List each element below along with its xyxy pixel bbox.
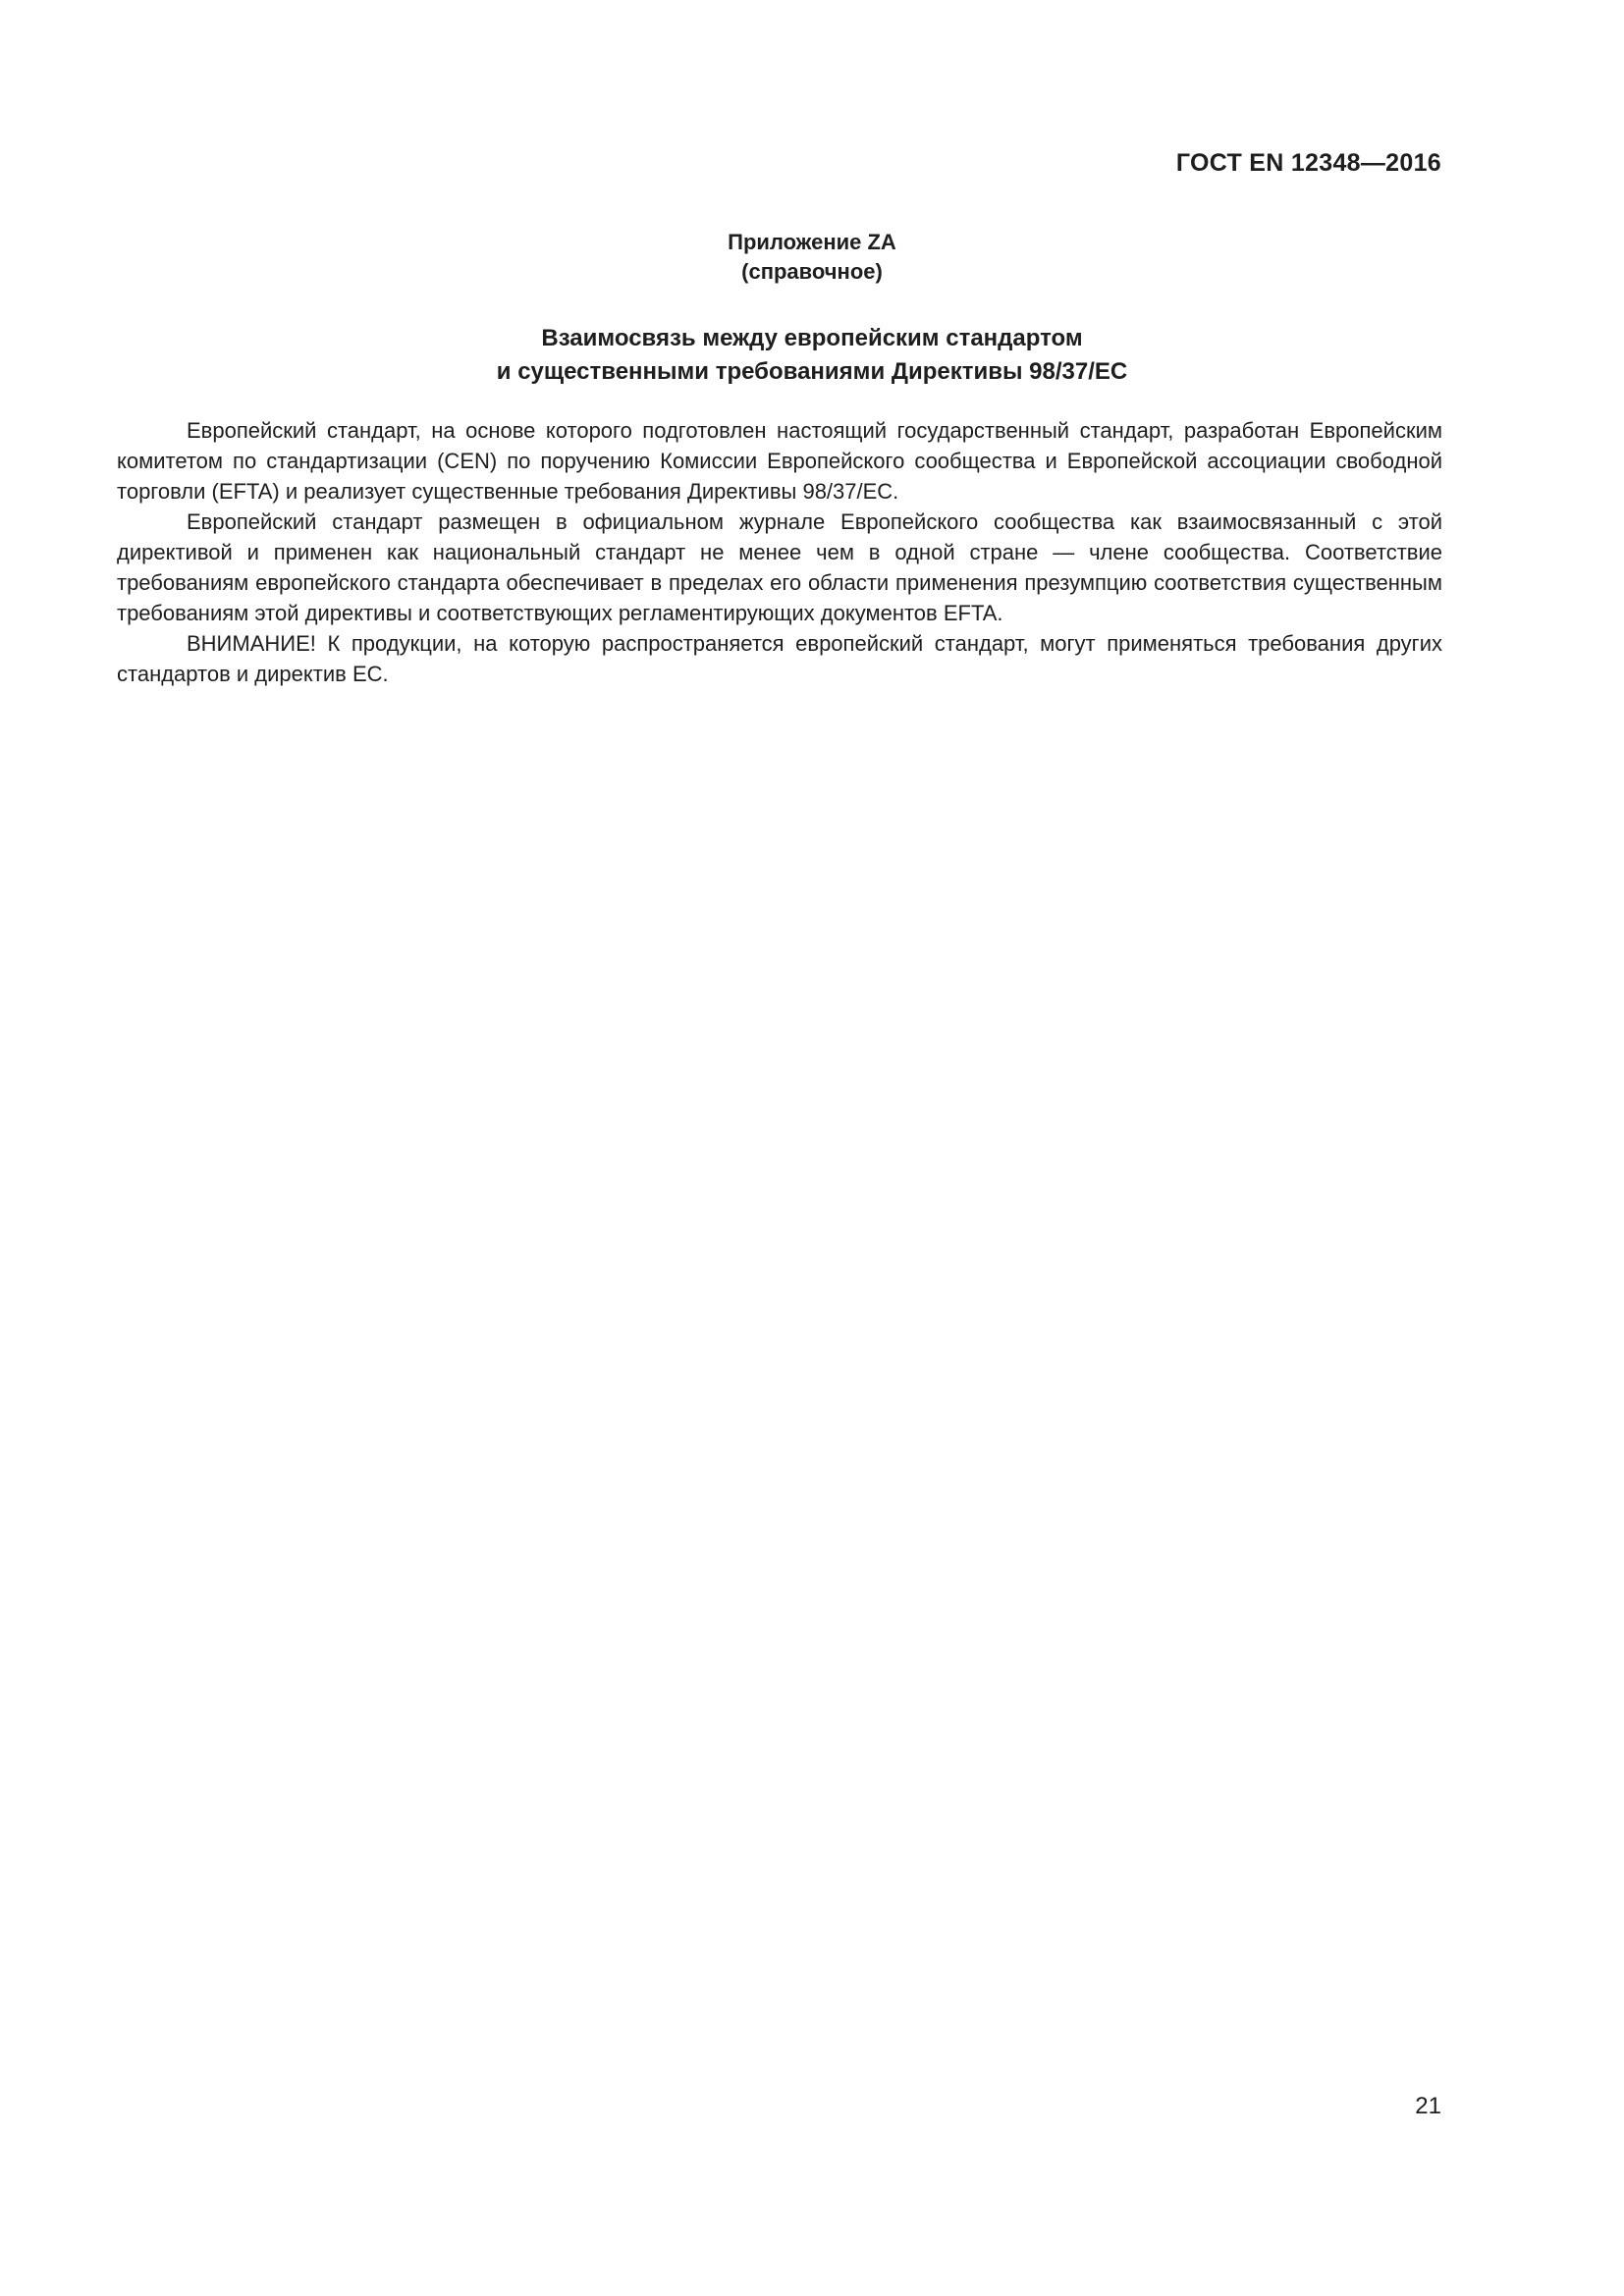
page-number: 21 — [1415, 2093, 1441, 2119]
paragraph: Европейский стандарт размещен в официальном журнале Европейского сообщества как взаимосвязанный с этой директивой и применен как национальный стандарт не менее чем в одной стране — члене сообщества. Соответствие требованиям европейского стандарта обеспечивает в пределах его области применения презумпцию соответствия существенным требованиям этой директивы и соответствующих регламентирующих документов EFTA. — [117, 509, 1442, 625]
section-title-line-2: и существенными требованиями Директивы 98/37/ЕС — [496, 358, 1128, 385]
paragraph: ВНИМАНИЕ! К продукции, на которую распространяется европейский стандарт, могут применяться требования других стандартов и директив ЕС. — [117, 631, 1442, 686]
appendix-heading — [0, 228, 1624, 287]
appendix-type: (справочное) — [741, 259, 883, 284]
document-id-header: ГОСТ EN 12348—2016 — [1175, 149, 1441, 177]
appendix-label: Приложение ZA — [728, 230, 896, 254]
paragraph: Европейский стандарт, на основе которого подготовлен настоящий государственный стандарт, разработан Европейским комитетом по стандартизации (CEN) по поручению Комиссии Европейского сообщества и Европейской ассоциации свободной торговли (EFTA) и реализует существенные требования Директивы 98/37/ЕС. — [117, 418, 1442, 504]
section-title-line-1: Взаимосвязь между европейским стандартом — [541, 325, 1083, 351]
body-text — [117, 415, 1442, 689]
section-title — [0, 322, 1624, 389]
